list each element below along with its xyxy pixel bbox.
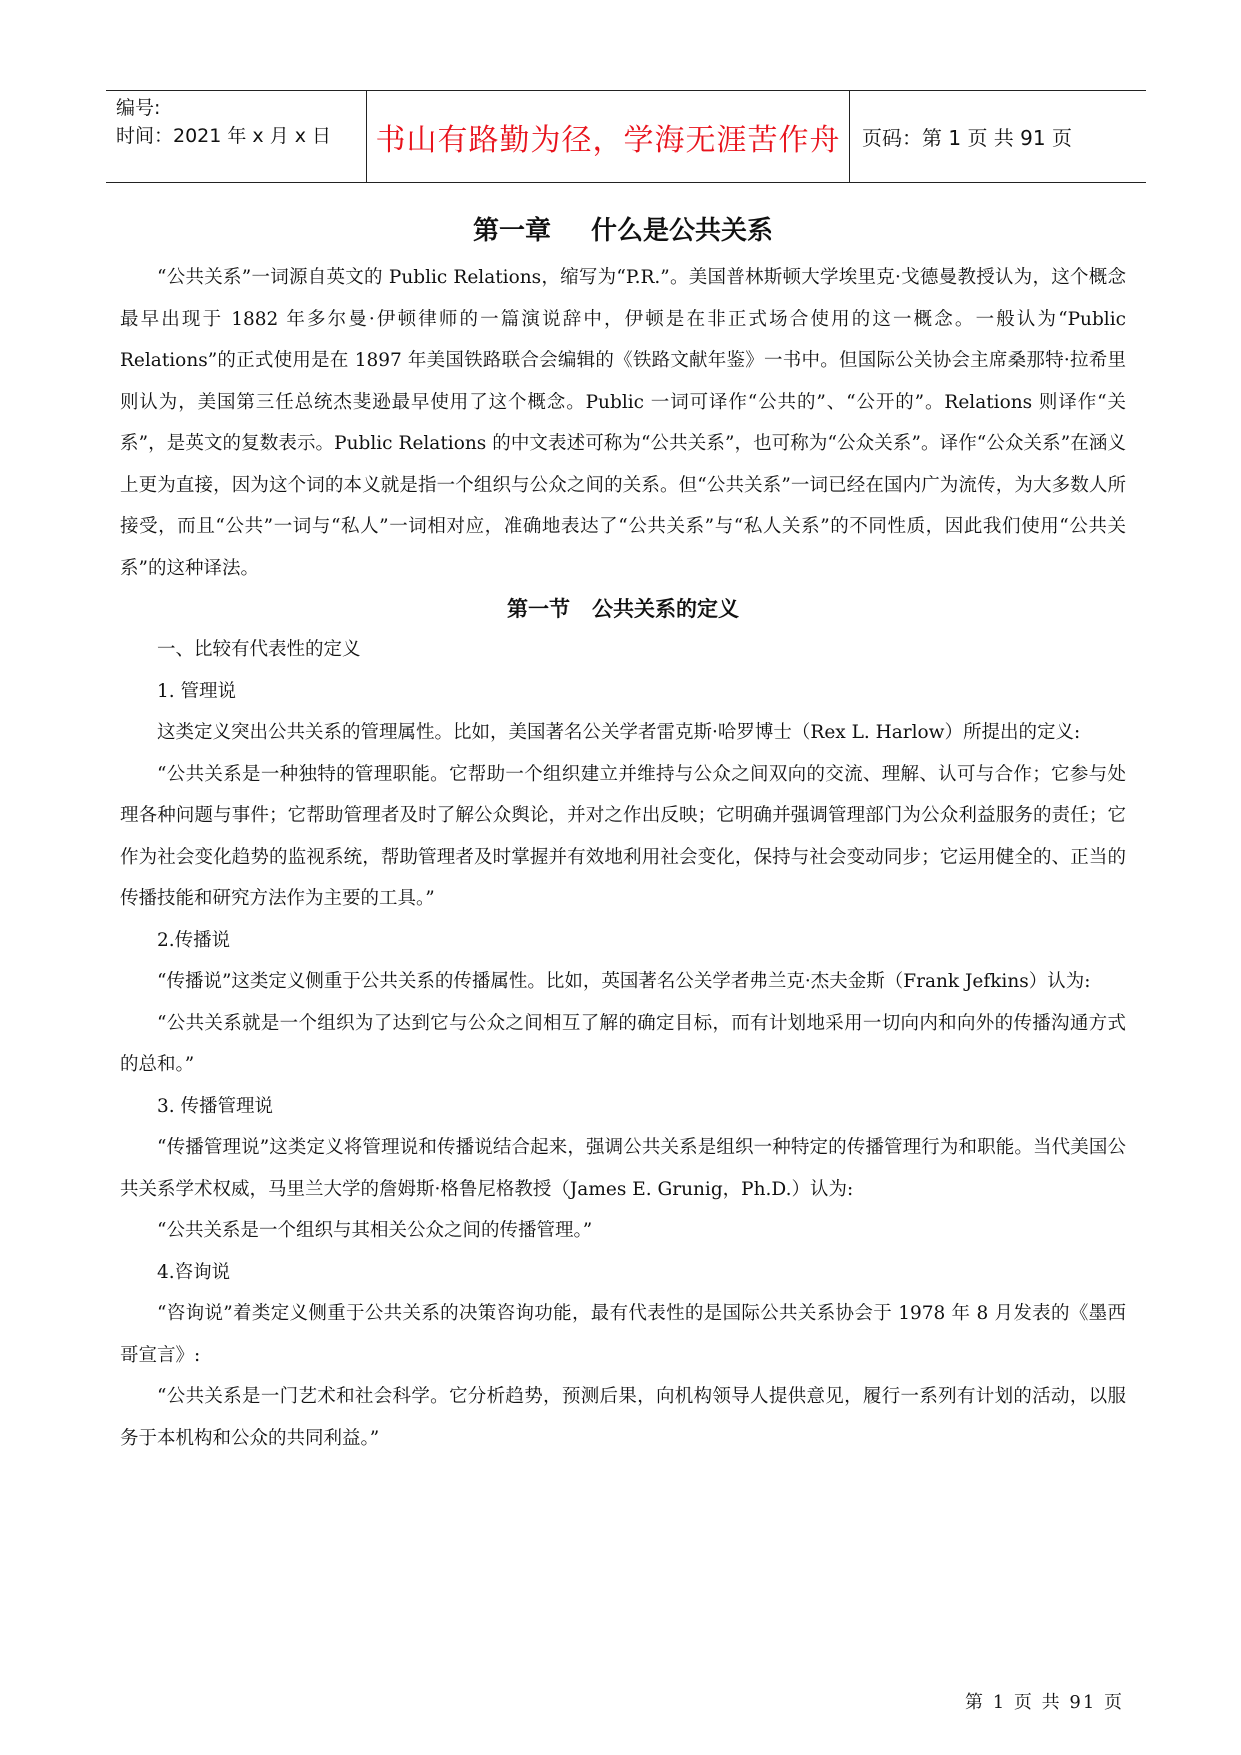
quote-mexico: “公共关系是一门艺术和社会科学。它分析趋势，预测后果，向机构领导人提供意见，履行一系列有计划的活动，以服务于本机构和公众的共同利益。” <box>120 1386 1126 1449</box>
section-name: 公共关系的定义 <box>592 597 739 621</box>
paragraph-communication: “传播说”这类定义侧重于公共关系的传播属性。比如，英国著名公关学者弗兰克·杰夫金斯（Frank Jefkins）认为: <box>157 971 1091 992</box>
header-page-info: 页码：第 1 页 共 91 页 <box>862 126 1072 150</box>
page-footer: 第 1 页 共 91 页 <box>965 1692 1124 1713</box>
page-header <box>106 90 1146 183</box>
header-motto: 书山有路勤为径，学海无涯苦作舟 <box>375 122 841 158</box>
number-label: 编号: <box>116 97 161 119</box>
date-label: 时间：2021 年 x 月 x 日 <box>116 125 332 147</box>
quote-grunig: “公共关系是一个组织与其相关公众之间的传播管理。” <box>157 1220 593 1241</box>
chapter-name: 什么是公共关系 <box>591 216 774 246</box>
header-meta <box>116 91 366 185</box>
quote-harlow: “公共关系是一种独特的管理职能。它帮助一个组织建立并维持与公众之间双向的交流、理解、认可与合作；它参与处理各种问题与事件；它帮助管理者及时了解公众舆论，并对之作出反映；它明确并强调管理部门为公众利益服务的责任；它作为社会变化趋势的监视系统，帮助管理者及时掌握并有效地利用社会变化，保持与社会变动同步；它运用健全的、正当的传播技能和研究方法作为主要的工具。” <box>120 763 1126 909</box>
header-motto-cell <box>366 91 850 182</box>
paragraph-management: 这类定义突出公共关系的管理属性。比如，美国著名公关学者雷克斯·哈罗博士（Rex L. Harlow）所提出的定义: <box>157 722 1081 743</box>
paragraph-consulting: “咨询说”着类定义侧重于公共关系的决策咨询功能，最有代表性的是国际公共关系协会于 1978 年 8 月发表的《墨西哥宣言》: <box>120 1303 1126 1366</box>
paragraph-comm-management: “传播管理说”这类定义将管理说和传播说结合起来，强调公共关系是组织一种特定的传播管理行为和职能。当代美国公共关系学术权威，马里兰大学的詹姆斯·格鲁尼格教授（James E. Grunig，Ph.D.）认为: <box>120 1137 1126 1200</box>
subheading-communication: 2.传播说 <box>157 929 231 951</box>
intro-paragraph: “公共关系”一词源自英文的 Public Relations，缩写为“P.R.”。美国普林斯顿大学埃里克·戈德曼教授认为，这个概念最早出现于 1882 年多尔曼·伊顿律师的一篇演说辞中，伊顿是在非正式场合使用的这一概念。一般认为“Public Relations”的正式使用是在 1897 年美国铁路联合会编辑的《铁路文献年鉴》一书中。但国际公关协会主席桑那特·拉希里则认为，美国第三任总统杰斐逊最早使用了这个概念。Public 一词可译作“公共的”、“公开的”。Relations 则译作“关系”，是英文的复数表示。Public Relations 的中文表述可称为“公共关系”，也可称为“公众关系”。译作“公众关系”在涵义上更为直接，因为这个词的本义就是指一个组织与公众之间的关系。但“公共关系”一词已经在国内广为流传，为大多数人所接受，而且“公共”一词与“私人”一词相对应，准确地表达了“公共关系”与“私人关系”的不同性质，因此我们使用“公共关系”的这种译法。 <box>120 267 1126 579</box>
chapter-number: 第一章 <box>472 216 551 246</box>
subheading-definitions: 一、比较有代表性的定义 <box>157 639 361 660</box>
document-body <box>120 210 1126 1459</box>
subheading-consulting: 4.咨询说 <box>157 1261 231 1283</box>
section-number: 第一节 <box>507 597 570 621</box>
section-title <box>120 589 1126 629</box>
subheading-management: 1. 管理说 <box>157 680 237 702</box>
chapter-title <box>120 210 1126 252</box>
subheading-comm-management: 3. 传播管理说 <box>157 1095 274 1117</box>
quote-jefkins: “公共关系就是一个组织为了达到它与公众之间相互了解的确定目标，而有计划地采用一切向内和向外的传播沟通方式的总和。” <box>120 1012 1126 1075</box>
